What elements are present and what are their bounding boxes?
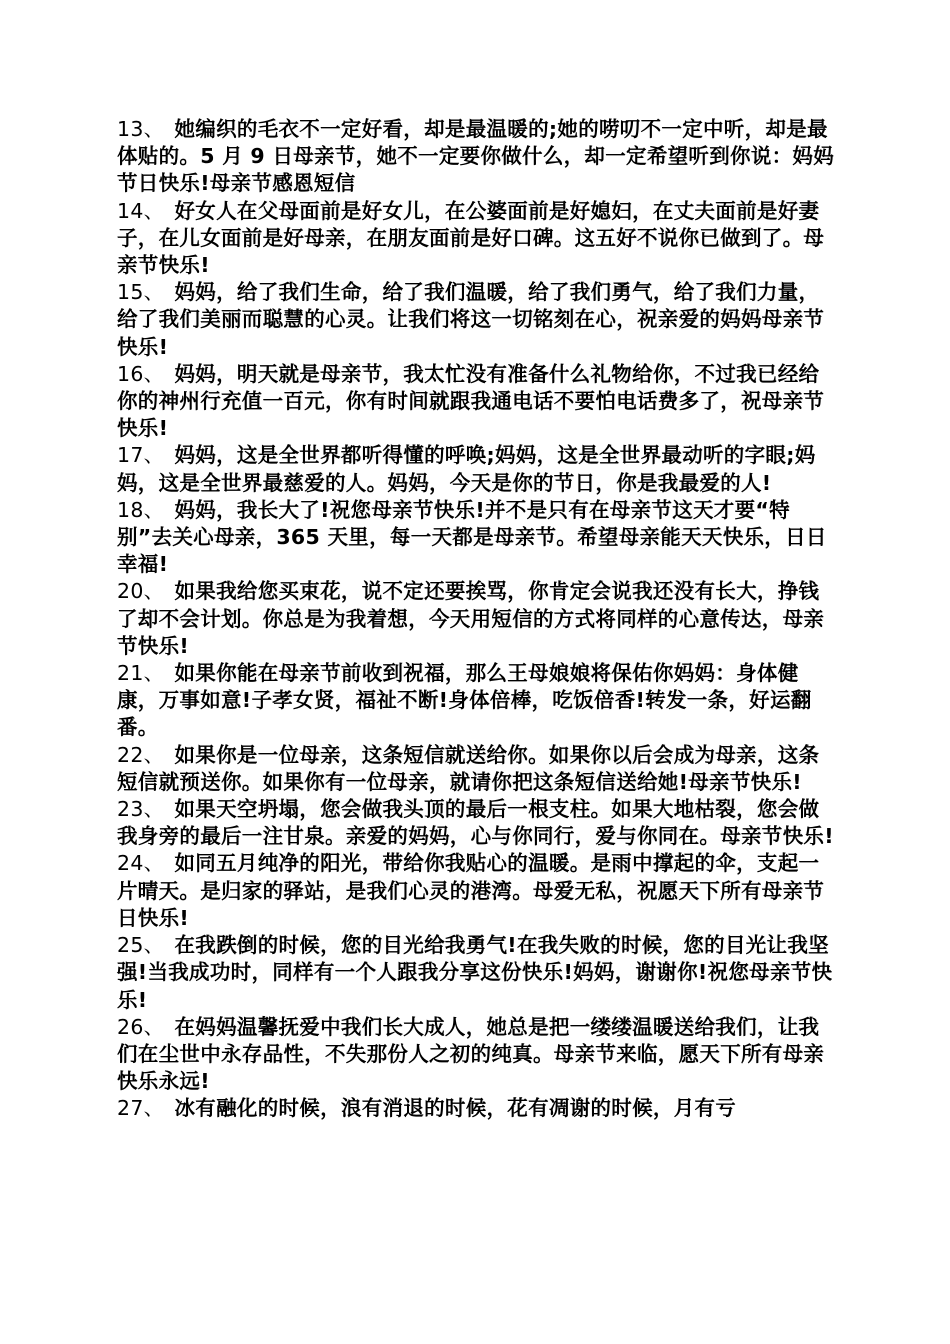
entry-number: 14、 [117, 198, 165, 223]
list-item [117, 198, 837, 280]
list-item [117, 279, 837, 361]
entry-text: 冰有融化的时候，浪有消退的时候，花有凋谢的时候，月有亏 [174, 1096, 737, 1121]
list-item [117, 742, 837, 796]
entry-text: 妈妈，明天就是母亲节，我太忙没有准备什么礼物给你，不过我已经给你的神州行充值一百元，你有时间就跟我通电话不要怕电话费多了，祝母亲节快乐! [117, 361, 825, 441]
entry-number: 17、 [117, 443, 165, 468]
list-item [117, 116, 837, 198]
entry-number: 21、 [117, 661, 165, 686]
entry-number: 13、 [117, 117, 165, 141]
entry-text: 如同五月纯净的阳光，带给你我贴心的温暖。是雨中撑起的伞，支起一片晴天。是归家的驿站，是我们心灵的港湾。母爱无私，祝愿天下所有母亲节日快乐! [117, 851, 825, 930]
entry-text: 妈妈，给了我们生命，给了我们温暖，给了我们勇气，给了我们力量，给了我们美丽而聪慧的心灵。让我们将这一切铭刻在心，祝亲爱的妈妈母亲节快乐! [117, 280, 825, 359]
list-item [117, 932, 837, 1014]
list-item [117, 578, 837, 660]
entry-number: 26、 [117, 1014, 165, 1039]
entry-text: 妈妈，我长大了!祝您母亲节快乐!并不是只有在母亲节这天才要“特别”去关心母亲，365 天里，每一天都是母亲节。希望母亲能天天快乐，日日幸福! [117, 497, 827, 577]
entry-text: 如果我给您买束花，说不定还要挨骂，你肯定会说我还没有长大，挣钱了却不会计划。你总是为我着想，今天用短信的方式将同样的心意传达，母亲节快乐! [117, 579, 825, 658]
entry-number: 18、 [117, 497, 165, 522]
message-list [117, 116, 837, 1123]
entry-number: 15、 [117, 280, 165, 305]
list-item [117, 660, 837, 742]
list-item [117, 361, 837, 443]
entry-number: 20、 [117, 579, 165, 604]
entry-text: 如果你能在母亲节前收到祝福，那么王母娘娘将保佑你妈妈：身体健康，万事如意!子孝女贤，福祉不断!身体倍棒，吃饭倍香!转发一条，好运翻番。 [117, 661, 812, 740]
entry-number: 27、 [117, 1096, 165, 1121]
entry-text: 妈妈，这是全世界都听得懂的呼唤;妈妈，这是全世界最动听的字眼;妈妈，这是全世界最慈爱的人。妈妈，今天是你的节日，你是我最爱的人! [117, 443, 816, 495]
entry-number: 23、 [117, 797, 165, 822]
list-item [117, 1095, 837, 1122]
entry-text: 在我跌倒的时候，您的目光给我勇气!在我失败的时候，您的目光让我坚强!当我成功时，同样有一个人跟我分享这份快乐!妈妈，谢谢你!祝您母亲节快乐! [117, 933, 833, 1012]
entry-text: 如果你是一位母亲，这条短信就送给你。如果你以后会成为母亲，这条短信就预送你。如果你有一位母亲，就请你把这条短信送给她!母亲节快乐! [117, 742, 820, 794]
list-item [117, 442, 837, 496]
entry-number: 16、 [117, 361, 165, 386]
entry-text: 好女人在父母面前是好女儿，在公婆面前是好媳妇，在丈夫面前是好妻子，在儿女面前是好母亲，在朋友面前是好口碑。这五好不说你已做到了。母亲节快乐! [117, 198, 825, 278]
list-item [117, 850, 837, 932]
entry-text: 她编织的毛衣不一定好看，却是最温暖的;她的唠叨不一定中听，却是最体贴的。5 月 9 日母亲节，她不一定要你做什么，却一定希望听到你说：妈妈节日快乐!母亲节感恩短信 [117, 117, 835, 196]
entry-number: 25、 [117, 933, 165, 958]
entry-number: 22、 [117, 742, 165, 767]
entry-number: 24、 [117, 851, 165, 876]
entry-text: 在妈妈温馨抚爱中我们长大成人，她总是把一缕缕温暖送给我们，让我们在尘世中永存品性，不失那份人之初的纯真。母亲节来临，愿天下所有母亲快乐永远! [117, 1014, 825, 1094]
list-item [117, 497, 837, 579]
list-item [117, 1014, 837, 1096]
list-item [117, 796, 837, 850]
entry-text: 如果天空坍塌，您会做我头顶的最后一根支柱。如果大地枯裂，您会做我身旁的最后一注甘泉。亲爱的妈妈，心与你同行，爱与你同在。母亲节快乐! [117, 797, 834, 849]
